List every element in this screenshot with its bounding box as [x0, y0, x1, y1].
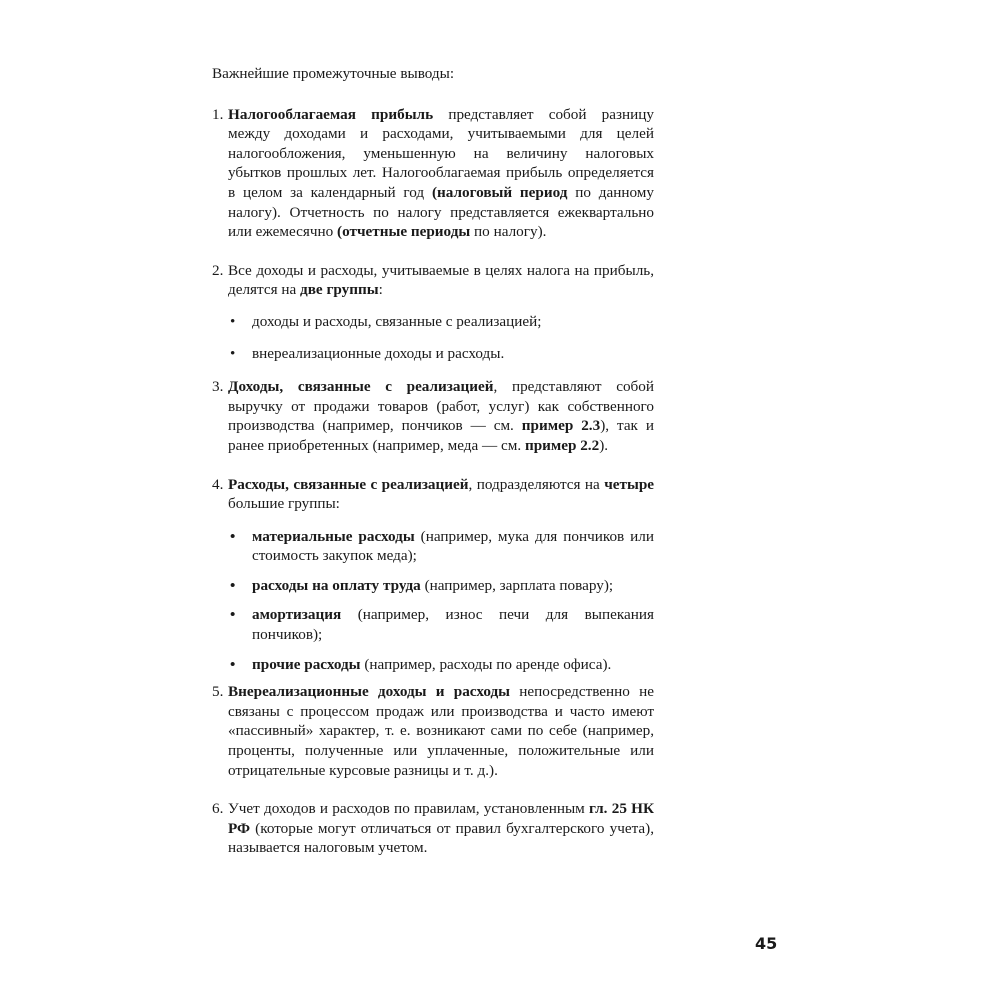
- item-text: [228, 261, 654, 300]
- bullet-item: [228, 605, 654, 644]
- bullet-text: [252, 605, 654, 644]
- text-run: (например, мука для пончиков или стоимость закупок меда);: [252, 527, 654, 565]
- term: (отчетные периоды: [337, 223, 471, 241]
- text-run: , представляют собой выручку от продажи товаров (работ, услуг) как собственного производства (например, пончиков — см.: [228, 378, 654, 435]
- item-body: [228, 682, 654, 780]
- item-number: 5.: [212, 683, 224, 701]
- item-body: [228, 799, 654, 858]
- list-item-5: [212, 682, 654, 780]
- bullet-icon: •: [230, 312, 236, 330]
- item-text: [228, 105, 654, 242]
- bullet-icon: •: [230, 655, 236, 673]
- bullet-text: [252, 527, 654, 566]
- bullet-text: внереализационные доходы и расходы.: [252, 344, 505, 362]
- item-number: 1.: [212, 105, 224, 123]
- term: прочие расходы: [252, 655, 361, 673]
- bullet-icon: •: [230, 527, 236, 545]
- text-run: представляет собой разницу между доходами и расходами, учитываемыми для целей налогообложения, уменьшенную на величину налоговых убытков прошлых лет. Налогооблагаемая прибыль определяется в целом за календарный год: [228, 105, 654, 201]
- bullet-item: [228, 527, 654, 566]
- example-ref: пример 2.3: [521, 417, 601, 435]
- bullet-icon: •: [230, 344, 236, 362]
- text-run: , подразделяются на: [468, 475, 605, 493]
- text-run: большие группы:: [228, 495, 340, 513]
- text-run: непосредственно не связаны с процессом продаж или производства и часто имеют «пассивный» характер, т. е. возникают сами по себе (например, проценты, полученные или уплаченные, положительные или отрицательные курсовые разницы и т. д.).: [228, 683, 654, 779]
- item-body: [228, 475, 654, 683]
- text-run: :: [378, 281, 383, 299]
- term: Налогооблагаемая прибыль: [228, 105, 434, 123]
- term: расходы на оплату труда: [252, 576, 421, 594]
- example-ref: пример 2.2: [524, 436, 600, 454]
- bullet-item: [228, 655, 654, 675]
- bullet-list: [228, 312, 654, 363]
- text-run: Все доходы и расходы, учитываемые в целях налога на прибыль, делятся на: [228, 261, 654, 299]
- text-run: ), так и ранее приобретенных (например, меда — см.: [228, 417, 654, 454]
- list-item-6: [212, 799, 654, 858]
- bullet-text: доходы и расходы, связанные с реализацией;: [252, 312, 542, 330]
- bullet-item: [228, 576, 654, 596]
- text-run: ).: [599, 436, 609, 454]
- text-run: (например, зарплата повару);: [420, 576, 614, 594]
- bullet-text: [252, 576, 654, 596]
- item-number: 3.: [212, 378, 224, 396]
- term: две группы: [300, 281, 379, 299]
- list-item-4: [212, 475, 654, 683]
- list-item-2: [212, 261, 654, 375]
- item-body: [228, 377, 654, 455]
- item-text: [228, 377, 654, 455]
- item-body: [228, 261, 654, 375]
- item-text: [228, 682, 654, 780]
- item-text: [228, 799, 654, 858]
- law-ref: гл. 25 НК РФ: [228, 800, 654, 837]
- page-content: [212, 64, 654, 858]
- bullet-item: [228, 344, 654, 364]
- text-run: по налогу).: [470, 223, 547, 241]
- page-number: 45: [755, 934, 778, 953]
- text-run: (например, расходы по аренде офиса).: [360, 655, 612, 673]
- text-run: (которые могут отличаться от правил бухгалтерского учета), называется налоговым учетом.: [228, 819, 654, 857]
- bullet-icon: •: [230, 576, 236, 594]
- term: четыре: [604, 475, 655, 493]
- item-number: 2.: [212, 261, 224, 279]
- bullet-list: [228, 527, 654, 675]
- bullet-item: [228, 312, 654, 332]
- item-number: 6.: [212, 800, 224, 818]
- term: амортизация: [252, 606, 342, 624]
- text-run: по данному налогу). Отчетность по налогу представляется ежеквартально или ежемесячно: [228, 183, 654, 241]
- term: Доходы, связанные с реализацией: [228, 378, 494, 396]
- term: Внереализационные доходы и расходы: [228, 683, 511, 701]
- item-text: [228, 475, 654, 514]
- list-item-3: [212, 377, 654, 455]
- text-run: Учет доходов и расходов по правилам, установленным: [228, 800, 590, 818]
- text-run: (например, износ печи для выпекания пончиков);: [252, 606, 654, 644]
- list-item-1: [212, 105, 654, 242]
- intro-heading: Важнейшие промежуточные выводы:: [212, 65, 455, 82]
- term: материальные расходы: [252, 527, 415, 545]
- term: Расходы, связанные с реализацией: [228, 475, 469, 493]
- term: (налоговый период: [431, 183, 568, 201]
- item-number: 4.: [212, 475, 224, 493]
- bullet-icon: •: [230, 606, 236, 624]
- item-body: [228, 105, 654, 242]
- bullet-text: [252, 655, 654, 675]
